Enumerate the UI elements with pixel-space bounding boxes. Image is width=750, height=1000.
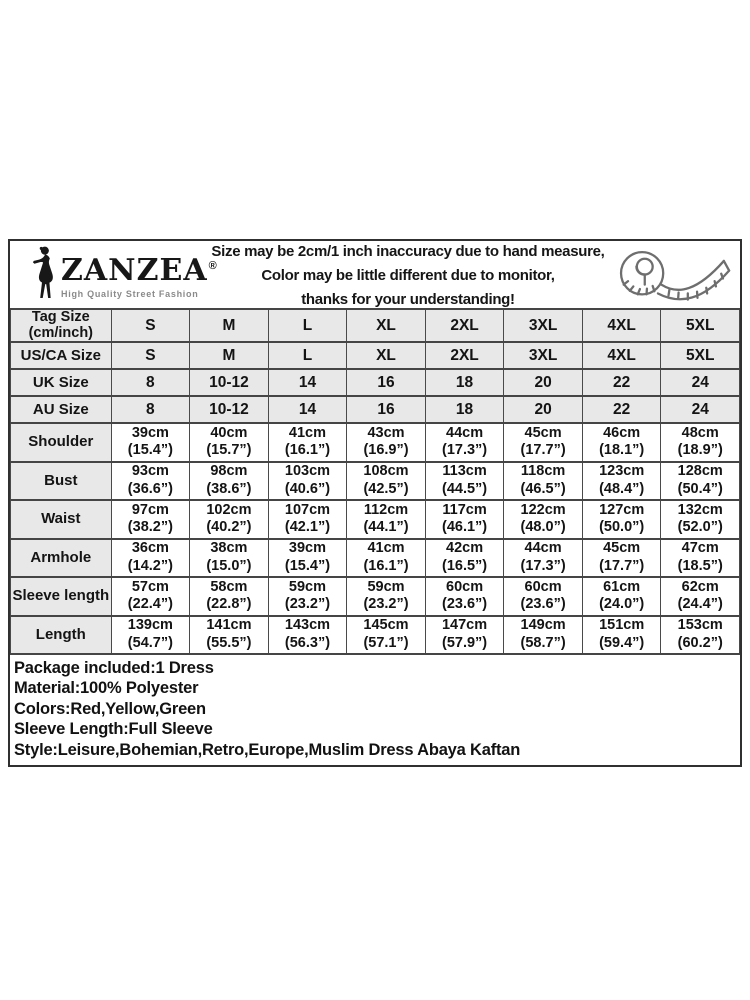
size-table-cell: 4XL — [582, 309, 661, 342]
size-table-cell: 40cm (15.7”) — [190, 423, 269, 462]
size-table-cell: 38cm (15.0”) — [190, 539, 269, 578]
size-table-cell: 4XL — [582, 342, 661, 369]
size-table-cell: 3XL — [504, 309, 583, 342]
product-notes — [10, 655, 740, 765]
size-table-cell: 24 — [661, 396, 740, 423]
size-row-label: Length — [11, 616, 112, 655]
size-table-cell: 61cm (24.0”) — [582, 577, 661, 616]
size-table-cell: 147cm (57.9”) — [425, 616, 504, 655]
size-table-row — [11, 369, 740, 396]
disclaimer-line-1: Size may be 2cm/1 inch inaccuracy due to hand measure, — [211, 242, 605, 260]
size-table-cell: 60cm (23.6”) — [425, 577, 504, 616]
size-table-cell: 45cm (17.7”) — [504, 423, 583, 462]
size-table-cell: S — [111, 309, 190, 342]
size-table-cell: 8 — [111, 396, 190, 423]
size-table-cell: 98cm (38.6”) — [190, 462, 269, 501]
size-chart-panel — [8, 239, 742, 767]
tape-measure-graphic — [608, 246, 740, 304]
size-table-cell: 141cm (55.5”) — [190, 616, 269, 655]
size-table-cell: 5XL — [661, 342, 740, 369]
size-table-cell: 127cm (50.0”) — [582, 500, 661, 539]
tape-measure-icon — [612, 246, 732, 304]
product-note-line: Style:Leisure,Bohemian,Retro,Europe,Muslim Dress Abaya Kaftan — [14, 740, 521, 759]
size-table-cell: 149cm (58.7”) — [504, 616, 583, 655]
size-table-cell: 42cm (16.5”) — [425, 539, 504, 578]
size-row-label: Sleeve length — [11, 577, 112, 616]
size-table-cell: 132cm (52.0”) — [661, 500, 740, 539]
size-table-cell: 18 — [425, 369, 504, 396]
size-table-row — [11, 539, 740, 578]
size-table-cell: 10-12 — [190, 369, 269, 396]
size-table-row — [11, 423, 740, 462]
size-table-row — [11, 462, 740, 501]
size-table-cell: 16 — [347, 369, 426, 396]
size-table-cell: 16 — [347, 396, 426, 423]
size-table-cell: 123cm (48.4”) — [582, 462, 661, 501]
product-note-line: Material:100% Polyester — [14, 679, 199, 698]
product-note-line: Package included:1 Dress — [14, 659, 214, 677]
size-row-label: Shoulder — [11, 423, 112, 462]
size-row-label: AU Size — [11, 396, 112, 423]
size-table-cell: 39cm (15.4”) — [111, 423, 190, 462]
brand-logo — [10, 246, 218, 304]
size-row-label: Armhole — [11, 539, 112, 578]
size-table-cell: 58cm (22.8”) — [190, 577, 269, 616]
size-table-cell: 143cm (56.3”) — [268, 616, 347, 655]
size-table-cell: 62cm (24.4”) — [661, 577, 740, 616]
size-table-cell: 43cm (16.9”) — [347, 423, 426, 462]
size-table-cell: 97cm (38.2”) — [111, 500, 190, 539]
size-table-cell: 113cm (44.5”) — [425, 462, 504, 501]
size-table-cell: L — [268, 342, 347, 369]
size-table-cell: 2XL — [425, 309, 504, 342]
size-table-cell: 36cm (14.2”) — [111, 539, 190, 578]
size-table-cell: 107cm (42.1”) — [268, 500, 347, 539]
size-table-cell: 93cm (36.6”) — [111, 462, 190, 501]
size-table-cell: 8 — [111, 369, 190, 396]
size-table-cell: 117cm (46.1”) — [425, 500, 504, 539]
size-table-cell: 14 — [268, 396, 347, 423]
brand-wordmark — [61, 251, 218, 286]
size-table-cell: 14 — [268, 369, 347, 396]
size-table-cell: 3XL — [504, 342, 583, 369]
size-table-cell: 41cm (16.1”) — [268, 423, 347, 462]
header-band — [10, 241, 740, 308]
measure-disclaimer — [208, 238, 608, 312]
size-table-cell: XL — [347, 309, 426, 342]
disclaimer-line-2: Color may be little different due to monitor, — [261, 266, 555, 284]
size-table-cell: 128cm (50.4”) — [661, 462, 740, 501]
size-table-row — [11, 577, 740, 616]
fashion-model-silhouette-icon — [28, 246, 58, 304]
size-table-body — [11, 309, 740, 654]
size-table — [10, 308, 740, 655]
product-note-line: Colors:Red,Yellow,Green — [14, 699, 206, 718]
size-table-cell: 122cm (48.0”) — [504, 500, 583, 539]
size-table-cell: L — [268, 309, 347, 342]
size-table-row — [11, 396, 740, 423]
size-table-cell: 5XL — [661, 309, 740, 342]
logo-text-block — [61, 251, 218, 299]
size-table-row — [11, 500, 740, 539]
size-table-cell: 24 — [661, 369, 740, 396]
size-table-cell: 18 — [425, 396, 504, 423]
size-row-label: UK Size — [11, 369, 112, 396]
size-table-cell: S — [111, 342, 190, 369]
size-table-cell: 44cm (17.3”) — [425, 423, 504, 462]
size-table-cell: 59cm (23.2”) — [268, 577, 347, 616]
size-table-cell: 46cm (18.1”) — [582, 423, 661, 462]
size-table-cell: 22 — [582, 396, 661, 423]
size-table-cell: 139cm (54.7”) — [111, 616, 190, 655]
size-table-cell: 108cm (42.5”) — [347, 462, 426, 501]
size-table-cell: XL — [347, 342, 426, 369]
size-table-cell: 44cm (17.3”) — [504, 539, 583, 578]
size-table-cell: 103cm (40.6”) — [268, 462, 347, 501]
size-table-cell: 118cm (46.5”) — [504, 462, 583, 501]
size-table-cell: 59cm (23.2”) — [347, 577, 426, 616]
size-table-cell: 57cm (22.4”) — [111, 577, 190, 616]
size-table-cell: 60cm (23.6”) — [504, 577, 583, 616]
size-table-cell: 145cm (57.1”) — [347, 616, 426, 655]
brand-name: ZANZEA — [61, 252, 208, 288]
size-table-cell: 10-12 — [190, 396, 269, 423]
size-row-label: Tag Size (cm/inch) — [11, 309, 112, 342]
size-table-cell: 102cm (40.2”) — [190, 500, 269, 539]
size-row-label: Waist — [11, 500, 112, 539]
size-table-cell: 151cm (59.4”) — [582, 616, 661, 655]
size-table-cell: 45cm (17.7”) — [582, 539, 661, 578]
size-table-cell: 153cm (60.2”) — [661, 616, 740, 655]
size-table-cell: 41cm (16.1”) — [347, 539, 426, 578]
size-table-cell: 20 — [504, 369, 583, 396]
brand-tagline: High Quality Street Fashion — [61, 288, 199, 299]
size-table-cell: 39cm (15.4”) — [268, 539, 347, 578]
size-row-label: Bust — [11, 462, 112, 501]
size-table-row — [11, 342, 740, 369]
size-row-label: US/CA Size — [11, 342, 112, 369]
size-table-row — [11, 309, 740, 342]
size-table-row — [11, 616, 740, 655]
size-table-cell: 48cm (18.9”) — [661, 423, 740, 462]
size-table-cell: 47cm (18.5”) — [661, 539, 740, 578]
size-table-cell: M — [190, 342, 269, 369]
size-table-cell: 22 — [582, 369, 661, 396]
size-table-cell: 112cm (44.1”) — [347, 500, 426, 539]
product-note-line: Sleeve Length:Full Sleeve — [14, 720, 213, 739]
disclaimer-line-3: thanks for your understanding! — [301, 290, 515, 308]
size-table-cell: 2XL — [425, 342, 504, 369]
size-table-cell: 20 — [504, 396, 583, 423]
size-table-cell: M — [190, 309, 269, 342]
registered-mark: ® — [208, 259, 218, 272]
